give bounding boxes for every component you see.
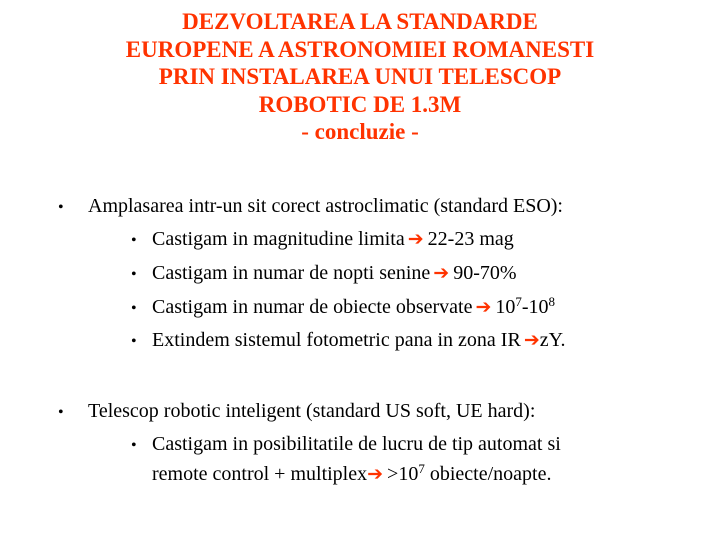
title-line-3: PRIN INSTALAREA UNUI TELESCOP — [158, 64, 562, 89]
right-arrow-icon: ➔ — [475, 296, 492, 318]
title-line-2: EUROPENE A ASTRONOMIEI ROMANESTI — [125, 36, 595, 62]
sub-item-5-line-2: remote control + multiplex — [152, 463, 368, 485]
section-2-heading: Telescop robotic inteligent (standard US soft, UE hard): — [88, 400, 536, 422]
right-arrow-icon: ➔ — [367, 463, 384, 485]
sub-item-5-exponent: 7 — [418, 461, 425, 476]
sub-item-3-text: Castigam in numar de obiecte observate — [152, 296, 473, 318]
section-1-heading: Amplasarea intr-un sit corect astroclimatic (standard ESO): — [88, 195, 563, 217]
slide-title — [40, 8, 680, 146]
sub-item-3-value-mid: -10 — [521, 296, 549, 318]
right-arrow-icon: ➔ — [407, 228, 424, 250]
sub-item-5-line-1: Castigam in posibilitatile de lucru de tip automat si — [152, 433, 561, 455]
bullet: • — [58, 199, 64, 216]
sub-item-2-value: 90-70% — [453, 262, 517, 284]
sub-item-3-value-base: 10 — [495, 296, 516, 318]
bullet: • — [131, 300, 137, 317]
right-arrow-icon: ➔ — [523, 329, 540, 351]
sub-item-4-text: Extindem sistemul fotometric pana in zona IR — [152, 329, 521, 351]
bullet: • — [58, 404, 64, 421]
sub-item-4-value: zY. — [539, 329, 566, 351]
sub-item-3-exponent-1: 7 — [515, 294, 522, 309]
bullet: • — [131, 232, 137, 249]
sub-item-5-value-suffix: obiecte/noapte. — [424, 463, 552, 485]
sub-item-2-text: Castigam in numar de nopti senine — [152, 262, 431, 284]
bullet: • — [131, 266, 137, 283]
sub-item-3-exponent-2: 8 — [548, 294, 556, 309]
sub-item-5-value-base: >10 — [387, 463, 419, 485]
title-line-1: DEZVOLTAREA LA STANDARDE — [182, 9, 538, 34]
sub-item-1-text: Castigam in magnitudine limita — [152, 228, 405, 250]
title-line-5: - concluzie - — [301, 119, 419, 144]
right-arrow-icon: ➔ — [433, 262, 450, 284]
sub-item-1-value: 22-23 mag — [427, 228, 514, 250]
bullet: • — [131, 333, 137, 350]
title-line-4: ROBOTIC DE 1.3M — [258, 91, 462, 117]
bullet: • — [131, 437, 137, 454]
